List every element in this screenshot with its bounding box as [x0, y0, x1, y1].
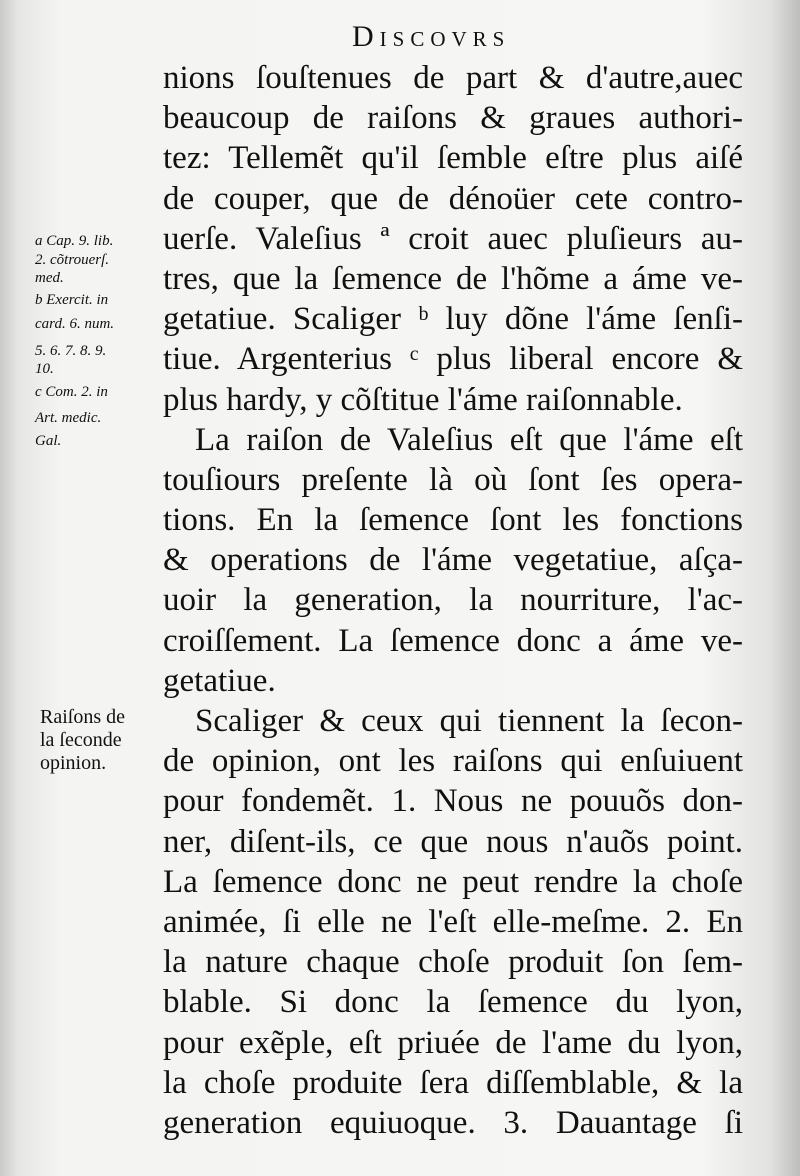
- text-line: getatiue. Scaliger ᵇ luy dõne l'áme ſenſi-: [163, 301, 743, 338]
- margin-raisons-line: Raiſons de: [40, 706, 125, 728]
- text-line: croiſſement. La ſemence donc a áme ve-: [163, 622, 743, 659]
- margin-ref-line: Art. medic.: [35, 410, 102, 426]
- margin-references: [35, 232, 160, 450]
- text-line: de opinion, ont les raiſons qui enſuiuent: [163, 743, 743, 780]
- margin-ref-line: 10.: [35, 361, 54, 377]
- text-line: ner, diſent-ils, ce que nous n'auõs point.: [163, 823, 743, 860]
- text-line: tiue. Argenterius ᶜ plus liberal encore &: [163, 341, 743, 378]
- text-line: animée, ſi elle ne l'eſt elle-meſme. 2. En: [163, 903, 743, 940]
- text-line: beaucoup de raiſons & graues authori-: [163, 100, 743, 137]
- text-line: uerſe. Valeſius ª croit auec pluſieurs au-: [163, 220, 743, 257]
- margin-ref-line: c Com. 2. in: [35, 383, 108, 400]
- text-line: touſiours preſente là où ſont ſes opera-: [163, 461, 743, 498]
- text-line: & operations de l'áme vegetatiue, aſça-: [163, 542, 743, 579]
- margin-ref-line: Gal.: [35, 432, 62, 449]
- margin-raisons-line: opinion.: [40, 752, 107, 774]
- margin-ref-line: a Cap. 9. lib.: [35, 233, 114, 249]
- margin-ref-line: card. 6. num.: [35, 316, 115, 332]
- margin-raisons-line: la ſeconde: [40, 729, 122, 751]
- margin-ref-line: 2. cõtrouerſ.: [35, 251, 110, 268]
- text-line: uoir la generation, la nourriture, l'ac-: [163, 582, 743, 619]
- text-line: La ſemence donc ne peut rendre la choſe: [163, 863, 743, 900]
- text-line: nions ſouſtenues de part & d'autre,auec: [163, 60, 743, 96]
- text-line: tres, que la ſemence de l'hõme a áme ve-: [163, 260, 743, 297]
- text-line: getatiue.: [163, 662, 276, 699]
- text-line: generation equiuoque. 3. Dauantage ſi: [163, 1104, 743, 1141]
- main-text: [163, 58, 743, 1143]
- text-line: pour fondemẽt. 1. Nous ne pouuõs don-: [163, 783, 743, 820]
- text-line: Scaliger & ceux qui tiennent la ſecon-: [195, 703, 743, 739]
- text-line: tez: Tellemẽt qu'il ſemble eſtre plus aiſé: [163, 140, 743, 177]
- margin-ref-line: 5. 6. 7. 8. 9.: [35, 342, 107, 359]
- text-line: de couper, que de dénoüer cete contro-: [163, 180, 743, 217]
- text-line: La raiſon de Valeſius eſt que l'áme eſt: [195, 421, 743, 458]
- text-line: la nature chaque choſe produit ſon ſem-: [163, 944, 743, 981]
- text-line: la choſe produite ſera diſſemblable, & la: [163, 1064, 743, 1101]
- margin-ref-line: b Exercit. in: [35, 291, 109, 308]
- margin-ref-line: med.: [35, 270, 64, 286]
- text-line: plus hardy, y cõſtitue l'áme raiſonnable.: [163, 381, 683, 418]
- text-line: tions. En la ſemence ſont les fonctions: [163, 502, 743, 539]
- margin-note-raisons: [40, 706, 160, 775]
- running-head: Discovrs: [352, 20, 511, 53]
- text-line: pour exẽple, eſt priuée de l'ame du lyon,: [163, 1024, 743, 1061]
- text-line: blable. Si donc la ſemence du lyon,: [163, 984, 743, 1021]
